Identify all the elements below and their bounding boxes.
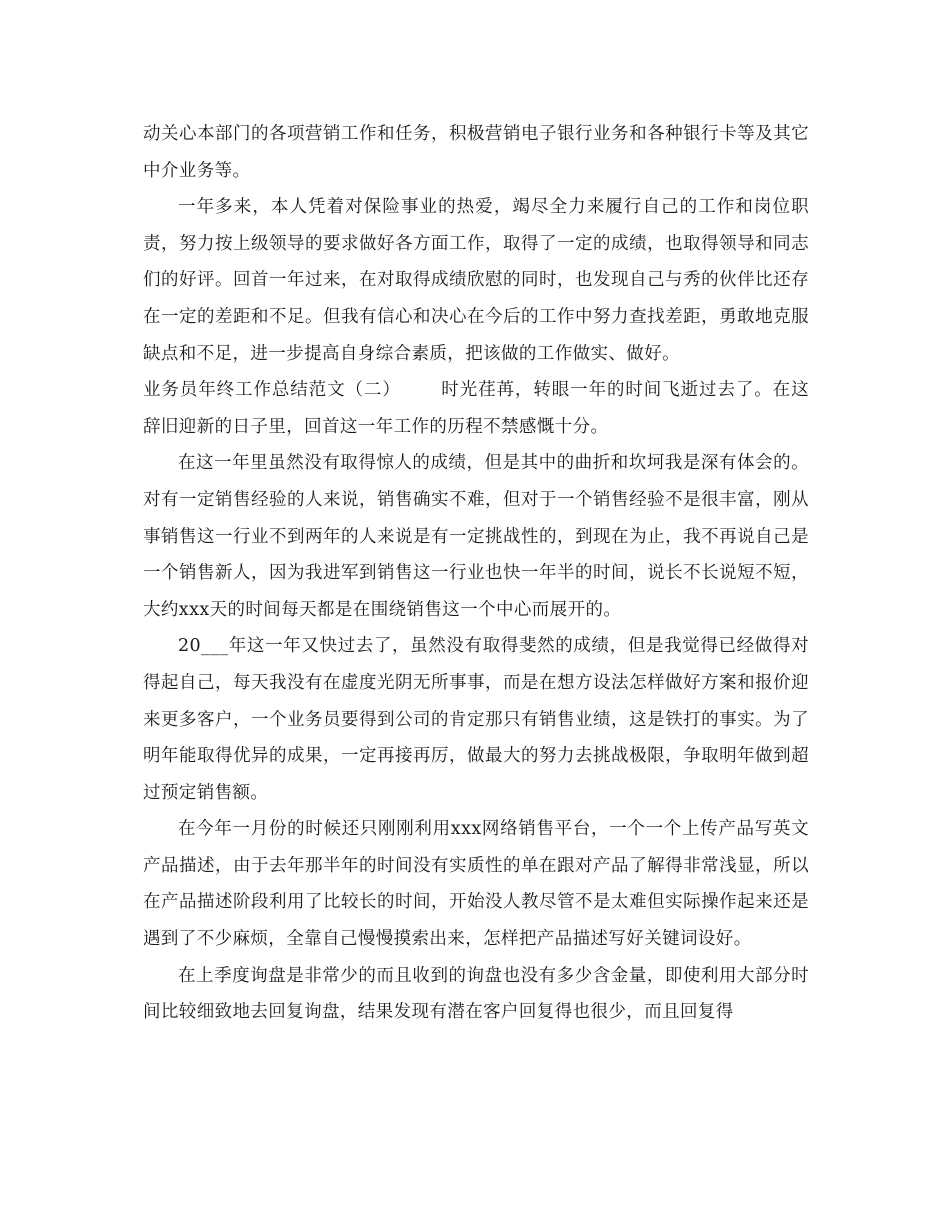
section-heading: 业务员年终工作总结范文（二） — [143, 380, 401, 401]
paragraph-5: 20___年这一年又快过去了，虽然没有取得斐然的成绩，但是我觉得已经做得对得起自己，每天我没有在虚度光阴无所事事，而是在想方设法怎样做好方案和报价迎来更多客户，一个业务员要得到公司的肯定那只有销售业绩，这是铁打的事实。为了明年能取得优异的成果，一定再接再厉，做最大的努力去挑战极限，争取明年做到超过预定销售额。 — [143, 636, 809, 803]
paragraph-1: 动关心本部门的各项营销工作和任务，积极营销电子银行业务和各种银行卡等及其它中介业务等。 — [143, 124, 809, 181]
paragraph-2: 一年多来，本人凭着对保险事业的热爱，竭尽全力来履行自己的工作和岗位职责，努力按上级领导的要求做好各方面工作，取得了一定的成绩，也取得领导和同志们的好评。回首一年过来，在对取得成绩欣慰的同时，也发现自己与秀的伙伴比还存在一定的差距和不足。但我有信心和决心在今后的工作中努力查找差距，勇敢地克服缺点和不足，进一步提高自身综合素质，把该做的工作做实、做好。 — [143, 197, 809, 364]
section-intro-text: 时光荏苒，转眼一年的时间飞逝过去了。在这辞旧迎新的日子里，回首这一年工作的历程不禁感慨十分。 — [143, 380, 809, 437]
paragraph-6: 在今年一月份的时候还只刚刚利用xxx网络销售平台，一个一个上传产品写英文产品描述，由于去年那半年的时间没有实质性的单在跟对产品了解得非常浅显，所以在产品描述阶段利用了比较长的时间，开始没人教尽管不是太难但实际操作起来还是遇到了不少麻烦，全靠自己慢慢摸索出来，怎样把产品描述写好关键词设好。 — [143, 819, 809, 950]
paragraph-7: 在上季度询盘是非常少的而且收到的询盘也没有多少含金量，即使利用大部分时间比较细致地去回复询盘，结果发现有潜在客户回复得也很少，而且回复得 — [143, 965, 809, 1023]
paragraph-4: 在这一年里虽然没有取得惊人的成绩，但是其中的曲折和坎坷我是深有体会的。对有一定销售经验的人来说，销售确实不难，但对于一个销售经验不是很丰富，刚从事销售这一行业不到两年的人来说是有一定挑战性的，到现在为止，我不再说自己是一个销售新人，因为我进军到销售这一行业也快一年半的时间，说长不长说短不短，大约xxx天的时间每天都是在围绕销售这一个中心而展开的。 — [143, 453, 809, 620]
paragraph-3 — [143, 372, 809, 445]
document-body — [143, 116, 809, 1031]
